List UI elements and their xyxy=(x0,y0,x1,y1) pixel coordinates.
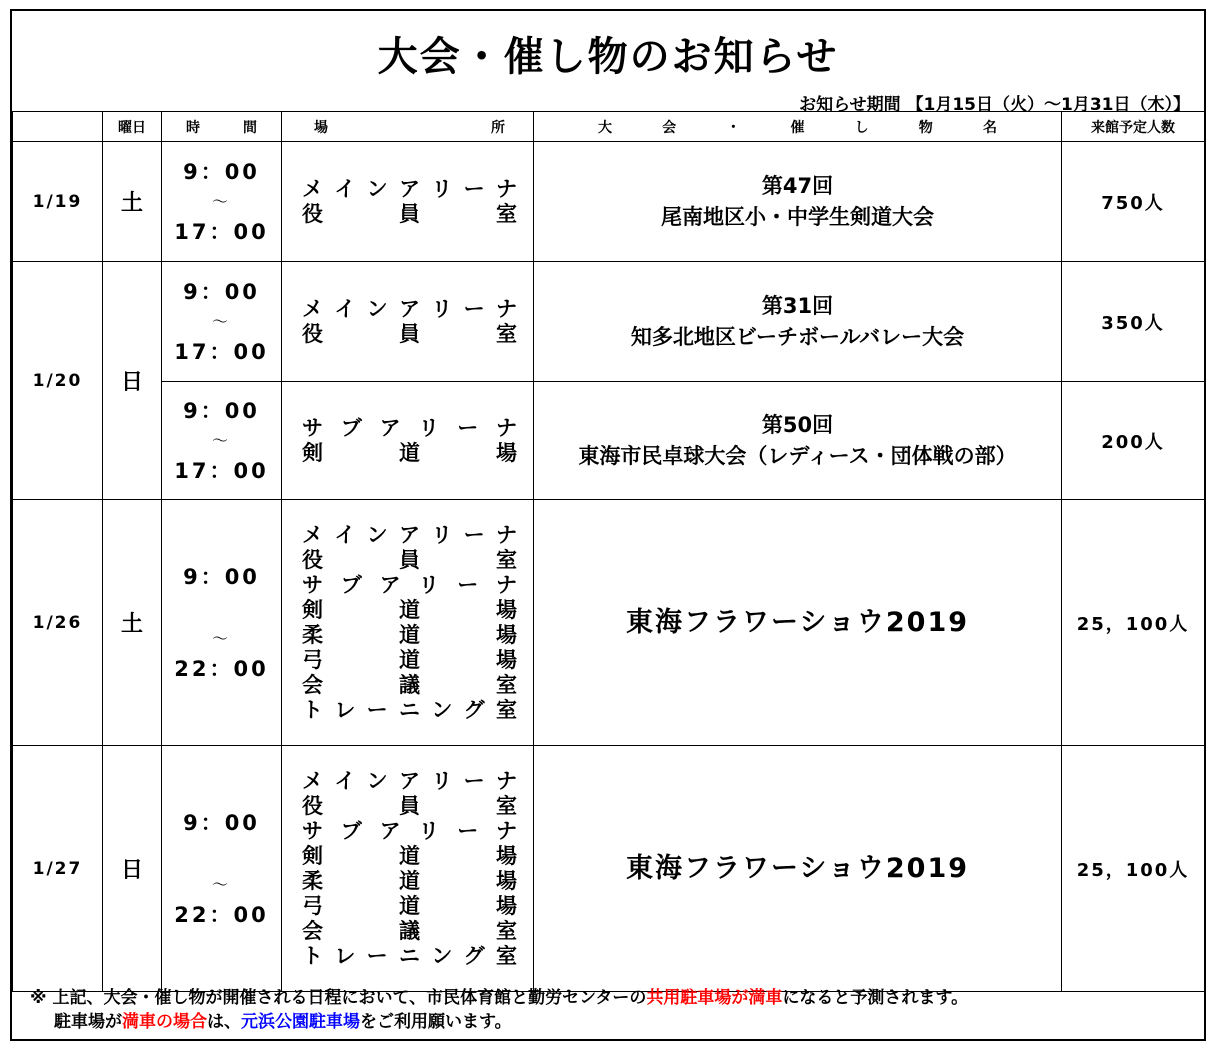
header-place-char: 場 xyxy=(314,119,328,136)
place-line xyxy=(302,819,517,844)
place-char: ア xyxy=(398,768,420,793)
place-char: グ xyxy=(463,697,485,722)
place-char: ー xyxy=(463,296,485,321)
header-event-char: 物 xyxy=(918,119,933,136)
place-cell xyxy=(282,142,534,262)
header-place-char: 所 xyxy=(491,119,505,136)
place-char: 道 xyxy=(399,440,420,465)
time-cell xyxy=(162,746,282,992)
time-separator: ～ xyxy=(211,191,231,211)
place-line xyxy=(302,177,517,202)
place-char: 柔 xyxy=(302,622,323,647)
place-char: 室 xyxy=(495,943,517,968)
place-char: イ xyxy=(334,768,356,793)
dow-cell: 日 xyxy=(103,262,162,500)
place-line xyxy=(302,322,517,347)
place-char: ブ xyxy=(340,818,362,843)
header-dow: 曜日 xyxy=(103,112,162,142)
place-char: ブ xyxy=(340,415,362,440)
place-char: 室 xyxy=(496,201,517,226)
note-segment: ※ 上記、大会・催し物が開催される日程において、市民体育館と勤労センターの xyxy=(30,988,647,1008)
place-char: レ xyxy=(334,943,356,968)
place-char: リ xyxy=(431,768,453,793)
place-char: 室 xyxy=(496,672,517,697)
event-edition: 第31回 xyxy=(761,293,834,318)
place-char: サ xyxy=(302,818,323,843)
header-time-char: 時 xyxy=(186,119,200,136)
event-cell xyxy=(534,746,1062,992)
place-char: 室 xyxy=(496,321,517,346)
place-cell xyxy=(282,746,534,992)
place-char: イ xyxy=(334,522,356,547)
time-cell xyxy=(162,382,282,500)
place-char: 室 xyxy=(495,697,517,722)
note-segment: は、 xyxy=(207,1012,241,1032)
end-time: 17：00 xyxy=(174,458,269,483)
place-cell xyxy=(282,500,534,746)
place-char: 道 xyxy=(399,647,420,672)
header-count: 来館予定人数 xyxy=(1062,112,1205,142)
schedule-table xyxy=(12,111,1205,992)
time-separator: ～ xyxy=(211,311,231,331)
place-char: 室 xyxy=(496,793,517,818)
count-cell: 750人 xyxy=(1062,142,1205,262)
place-char: サ xyxy=(302,415,323,440)
place-char: 役 xyxy=(302,547,323,572)
end-time: 17：00 xyxy=(174,339,269,364)
header-event-char: 大 xyxy=(598,119,612,136)
place-char: ナ xyxy=(495,768,517,793)
place-char: 議 xyxy=(399,672,420,697)
event-name: 尾南地区小・中学生剣道大会 xyxy=(661,204,934,229)
event-name: 東海フラワーショウ2019 xyxy=(625,607,970,638)
place-char: 会 xyxy=(302,672,323,697)
note-segment: をご利用願います。 xyxy=(360,1012,512,1032)
place-char: ン xyxy=(366,296,388,321)
place-char: 剣 xyxy=(302,440,323,465)
event-cell xyxy=(534,382,1062,500)
place-char: ト xyxy=(302,697,323,722)
place-char: ア xyxy=(398,522,420,547)
place-char: リ xyxy=(431,522,453,547)
end-time: 22：00 xyxy=(174,656,269,681)
place-char: 場 xyxy=(496,843,517,868)
place-char: 弓 xyxy=(302,893,323,918)
time-cell xyxy=(162,262,282,382)
place-line xyxy=(302,844,517,869)
place-char: 役 xyxy=(302,321,323,346)
page-title: 大会・催し物のお知らせ xyxy=(377,34,839,80)
event-edition: 第50回 xyxy=(761,412,834,437)
place-char: イ xyxy=(334,296,356,321)
start-time: 9：00 xyxy=(183,279,260,304)
note-line xyxy=(30,1010,968,1034)
date-cell: 1/27 xyxy=(13,746,103,992)
table-row xyxy=(13,746,1205,992)
place-char: 議 xyxy=(399,918,420,943)
place-char: ト xyxy=(302,943,323,968)
table-row xyxy=(13,142,1205,262)
start-time: 9：00 xyxy=(183,810,260,835)
place-char: 役 xyxy=(302,793,323,818)
place-char: 員 xyxy=(399,547,420,572)
place-char: ア xyxy=(379,818,401,843)
place-char: 場 xyxy=(496,597,517,622)
place-char: 道 xyxy=(399,843,420,868)
place-char: 室 xyxy=(496,918,517,943)
event-edition: 第47回 xyxy=(761,173,834,198)
place-char: 道 xyxy=(399,597,420,622)
place-char: ナ xyxy=(495,818,517,843)
place-char: ニ xyxy=(398,943,420,968)
place-char: リ xyxy=(431,296,453,321)
event-name: 知多北地区ビーチボールバレー大会 xyxy=(630,324,965,349)
place-char: 場 xyxy=(496,622,517,647)
place-char: 場 xyxy=(496,647,517,672)
place-char: ン xyxy=(366,768,388,793)
note-segment: になると予測されます。 xyxy=(782,988,969,1008)
place-line xyxy=(302,919,517,944)
place-char: ン xyxy=(431,697,453,722)
table-row xyxy=(13,262,1205,382)
header-time xyxy=(162,112,282,142)
place-char: ン xyxy=(431,943,453,968)
place-char: 役 xyxy=(302,201,323,226)
place-char: ナ xyxy=(495,176,517,201)
event-cell xyxy=(534,262,1062,382)
place-char: ア xyxy=(398,296,420,321)
place-char: レ xyxy=(334,697,356,722)
header-place xyxy=(282,112,534,142)
note-segment: 駐車場が xyxy=(54,1012,122,1032)
place-char: ン xyxy=(366,522,388,547)
place-line xyxy=(302,869,517,894)
place-char: 場 xyxy=(496,893,517,918)
date-cell: 1/19 xyxy=(13,142,103,262)
start-time: 9：00 xyxy=(183,398,260,423)
place-char: 弓 xyxy=(302,647,323,672)
place-line xyxy=(302,769,517,794)
header-time-char: 間 xyxy=(243,119,257,136)
place-char: 員 xyxy=(399,201,420,226)
place-char: 剣 xyxy=(302,843,323,868)
place-char: リ xyxy=(418,818,440,843)
date-cell: 1/20 xyxy=(13,262,103,500)
place-char: ブ xyxy=(340,572,362,597)
place-char: メ xyxy=(302,176,323,201)
notice-sheet xyxy=(10,9,1206,1041)
place-line xyxy=(302,623,517,648)
place-char: 道 xyxy=(399,893,420,918)
place-char: 場 xyxy=(496,868,517,893)
place-char: ー xyxy=(457,818,479,843)
place-char: ー xyxy=(457,415,479,440)
count-cell: 25，100人 xyxy=(1062,500,1205,746)
note-segment: 満車の場合 xyxy=(122,1012,207,1032)
place-char: 道 xyxy=(399,868,420,893)
place-char: メ xyxy=(302,522,323,547)
event-cell xyxy=(534,500,1062,746)
place-char: ー xyxy=(366,697,388,722)
place-char: 会 xyxy=(302,918,323,943)
header-date xyxy=(13,112,103,142)
table-row xyxy=(13,382,1205,500)
place-line xyxy=(302,598,517,623)
time-separator: ～ xyxy=(211,628,231,648)
time-separator: ～ xyxy=(211,874,231,894)
place-char: ー xyxy=(457,572,479,597)
place-char: 員 xyxy=(399,321,420,346)
place-char: ナ xyxy=(495,296,517,321)
place-char: リ xyxy=(418,415,440,440)
table-row xyxy=(13,500,1205,746)
place-char: ア xyxy=(379,572,401,597)
place-char: ン xyxy=(366,176,388,201)
place-line xyxy=(302,648,517,673)
end-time: 22：00 xyxy=(174,902,269,927)
place-char: グ xyxy=(463,943,485,968)
place-char: ア xyxy=(379,415,401,440)
place-char: イ xyxy=(334,176,356,201)
header-event-char: ・ xyxy=(726,119,741,136)
place-line xyxy=(302,894,517,919)
place-char: 場 xyxy=(496,440,517,465)
place-cell xyxy=(282,382,534,500)
header-event-char: 会 xyxy=(662,119,677,136)
place-line xyxy=(302,202,517,227)
count-cell: 350人 xyxy=(1062,262,1205,382)
count-cell: 200人 xyxy=(1062,382,1205,500)
time-cell xyxy=(162,142,282,262)
dow-cell: 土 xyxy=(103,142,162,262)
note-segment: 共用駐車場が満車 xyxy=(646,988,783,1008)
event-cell xyxy=(534,142,1062,262)
place-char: ー xyxy=(463,522,485,547)
place-char: ア xyxy=(398,176,420,201)
note-line xyxy=(30,986,968,1010)
footer-notes xyxy=(30,986,968,1034)
header-event xyxy=(534,112,1062,142)
place-char: 室 xyxy=(496,547,517,572)
place-line xyxy=(302,673,517,698)
place-char: ナ xyxy=(495,522,517,547)
time-separator: ～ xyxy=(211,430,231,450)
start-time: 9：00 xyxy=(183,564,260,589)
time-cell xyxy=(162,500,282,746)
date-cell: 1/26 xyxy=(13,500,103,746)
place-line xyxy=(302,794,517,819)
place-char: ー xyxy=(366,943,388,968)
place-char: リ xyxy=(418,572,440,597)
place-char: 剣 xyxy=(302,597,323,622)
notice-period: お知らせ期間 【1月15日（火）～1月31日（木）】 xyxy=(799,95,1190,115)
count-cell: 25，100人 xyxy=(1062,746,1205,992)
place-line xyxy=(302,523,517,548)
place-char: ニ xyxy=(398,697,420,722)
place-char: サ xyxy=(302,572,323,597)
place-char: リ xyxy=(431,176,453,201)
dow-cell: 日 xyxy=(103,746,162,992)
place-cell xyxy=(282,262,534,382)
place-line xyxy=(302,573,517,598)
start-time: 9：00 xyxy=(183,159,260,184)
place-char: ナ xyxy=(495,572,517,597)
place-char: メ xyxy=(302,296,323,321)
place-line xyxy=(302,297,517,322)
end-time: 17：00 xyxy=(174,219,269,244)
place-char: 柔 xyxy=(302,868,323,893)
event-name: 東海市民卓球大会（レディース・団体戦の部） xyxy=(578,443,1017,468)
place-char: ー xyxy=(463,176,485,201)
place-line xyxy=(302,416,517,441)
place-char: 道 xyxy=(399,622,420,647)
place-line xyxy=(302,441,517,466)
header-event-char: 催 xyxy=(790,119,805,136)
place-char: 員 xyxy=(399,793,420,818)
header-event-char: し xyxy=(854,119,869,136)
place-char: ナ xyxy=(495,415,517,440)
place-line xyxy=(302,944,517,969)
event-name: 東海フラワーショウ2019 xyxy=(625,853,970,884)
place-char: メ xyxy=(302,768,323,793)
header-event-char: 名 xyxy=(982,119,997,136)
place-char: ー xyxy=(463,768,485,793)
note-segment: 元浜公園駐車場 xyxy=(241,1012,360,1032)
place-line xyxy=(302,548,517,573)
dow-cell: 土 xyxy=(103,500,162,746)
place-line xyxy=(302,698,517,723)
header-row xyxy=(13,112,1205,142)
